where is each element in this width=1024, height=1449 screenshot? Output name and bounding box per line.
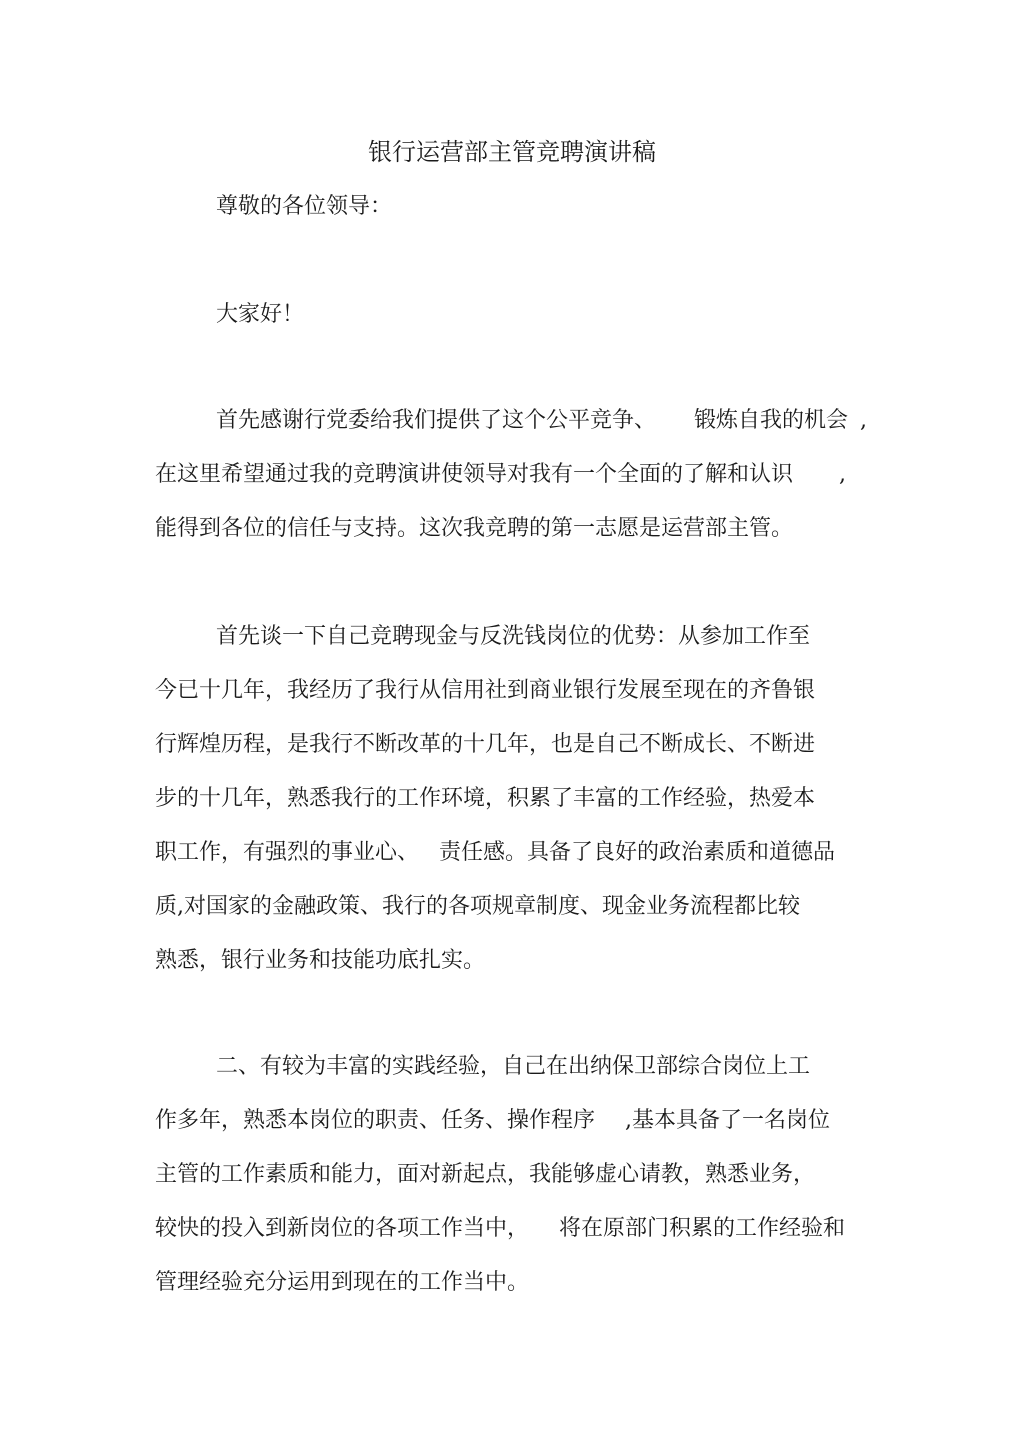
paragraph2-line3: 行辉煌历程，是我行不断改革的十几年，也是自己不断成长、不断进 <box>155 732 816 757</box>
greeting: 大家好！ <box>216 302 305 327</box>
paragraph2-line5a: 职工作，有强烈的事业心、 <box>155 840 420 865</box>
document-title: 银行运营部主管竞聘演讲稿 <box>368 138 656 166</box>
paragraph1-line1b: 锻炼自我的机会 <box>694 408 849 433</box>
paragraph3-line3: 主管的工作素质和能力，面对新起点，我能够虚心请教，熟悉业务， <box>155 1162 816 1187</box>
paragraph1-line1 <box>216 404 867 438</box>
paragraph2-line7: 熟悉，银行业务和技能功底扎实。 <box>155 948 486 973</box>
paragraph1-line2 <box>155 458 846 492</box>
paragraph3-line4a: 较快的投入到新岗位的各项工作当中， <box>155 1216 530 1241</box>
paragraph3-line2b: ,基本具备了一名岗位 <box>625 1108 831 1133</box>
paragraph1-line1c: , <box>860 408 868 433</box>
paragraph2-line1: 首先谈一下自己竞聘现金与反洗钱岗位的优势：从参加工作至 <box>216 624 811 649</box>
paragraph3-line2a: 作多年，熟悉本岗位的职责、任务、操作程序 <box>155 1108 596 1133</box>
paragraph2-line6: 质,对国家的金融政策、我行的各项规章制度、现金业务流程都比较 <box>155 894 800 919</box>
paragraph2-line4: 步的十几年，熟悉我行的工作环境，积累了丰富的工作经验，热爱本 <box>155 786 816 811</box>
salutation: 尊敬的各位领导： <box>216 194 393 219</box>
paragraph3-line1: 二、有较为丰富的实践经验，自己在出纳保卫部综合岗位上工 <box>216 1054 811 1079</box>
paragraph1-line2a: 在这里希望通过我的竞聘演讲使领导对我有一个全面的了解和认识 <box>155 462 794 487</box>
paragraph2-line2: 今已十几年，我经历了我行从信用社到商业银行发展至现在的齐鲁银 <box>155 678 816 703</box>
paragraph3-line4 <box>155 1212 845 1246</box>
paragraph2-line5 <box>155 836 835 870</box>
paragraph1-line2b: , <box>839 462 847 487</box>
paragraph1-line1a: 首先感谢行党委给我们提供了这个公平竞争、 <box>216 408 657 433</box>
paragraph2-line5b: 责任感。具备了良好的政治素质和道德品 <box>439 840 836 865</box>
paragraph3-line4b: 将在原部门积累的工作经验和 <box>559 1216 846 1241</box>
paragraph3-line5: 管理经验充分运用到现在的工作当中。 <box>155 1270 530 1295</box>
paragraph1-line3: 能得到各位的信任与支持。这次我竞聘的第一志愿是运营部主管。 <box>155 516 794 541</box>
paragraph3-line2 <box>155 1104 830 1138</box>
